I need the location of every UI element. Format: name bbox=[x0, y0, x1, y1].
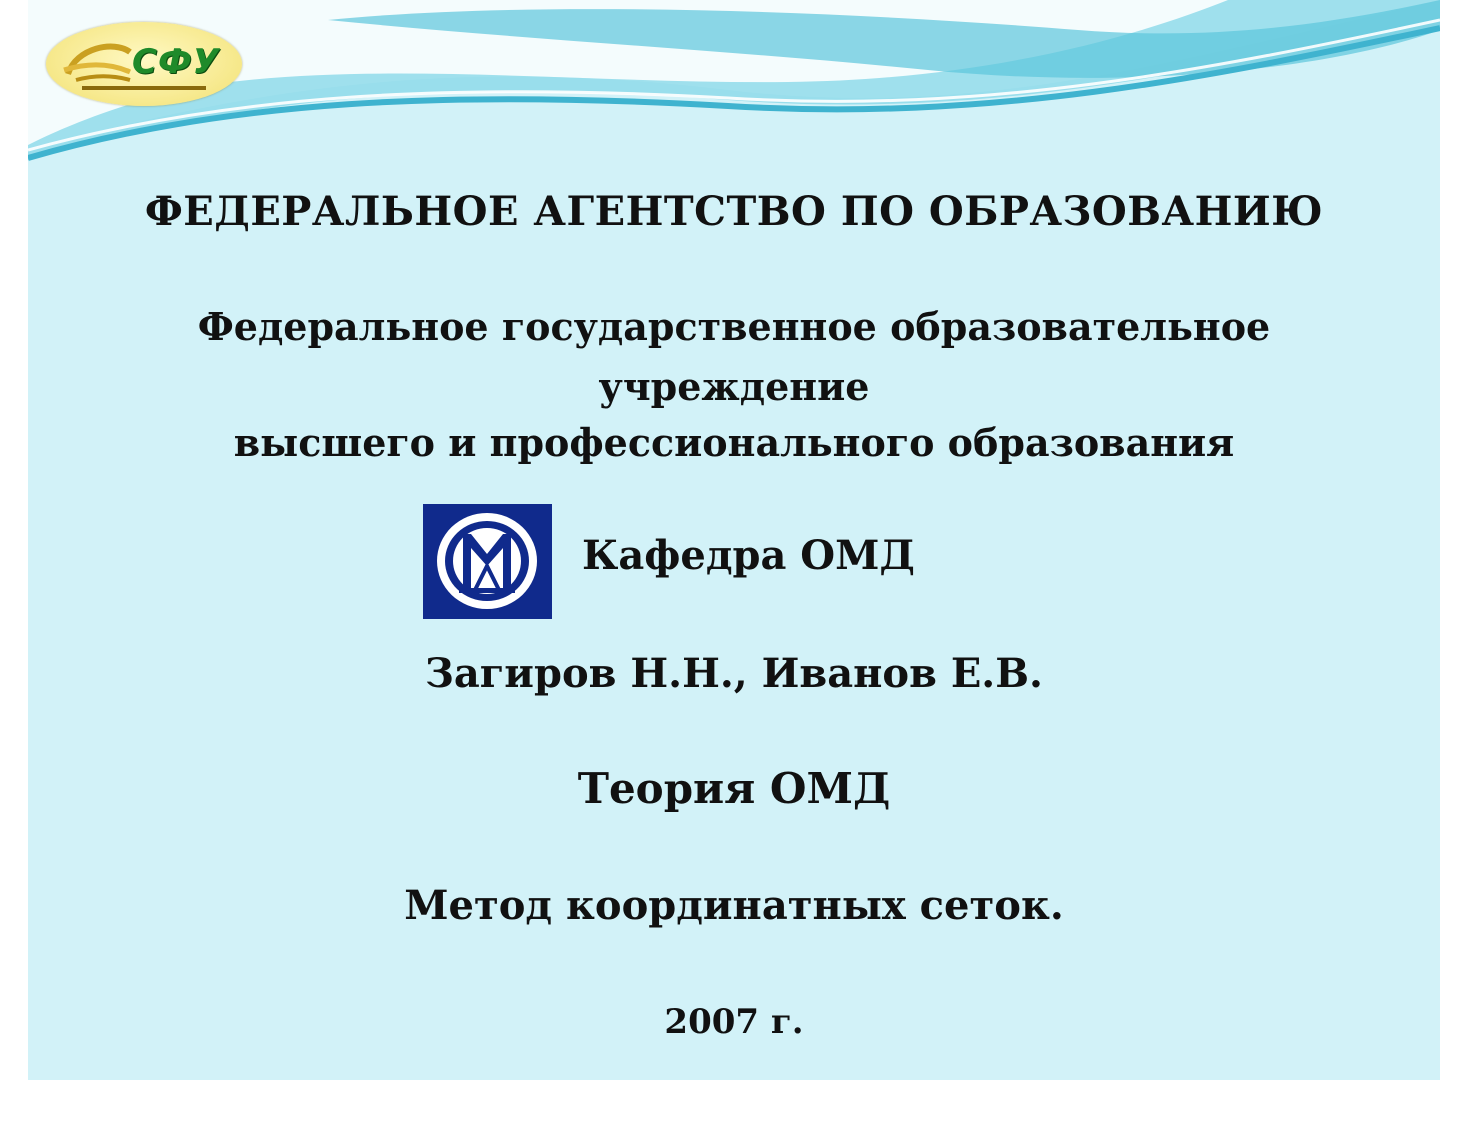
institution-line-3: высшего и профессионального образования bbox=[233, 420, 1235, 465]
topic-title: Метод координатных сеток. bbox=[404, 882, 1064, 929]
department-name: Кафедра ОМД bbox=[582, 532, 915, 579]
sfu-logo-text: СФУ bbox=[132, 42, 220, 82]
year: 2007 г. bbox=[664, 1002, 804, 1042]
subject-title: Теория ОМД bbox=[577, 764, 891, 813]
agency-title: ФЕДЕРАЛЬНОЕ АГЕНТСТВО ПО ОБРАЗОВАНИЮ bbox=[144, 188, 1324, 235]
omd-department-logo bbox=[423, 504, 552, 619]
institution-line-1: Федеральное государственное образовательное bbox=[197, 304, 1271, 349]
omd-department-logo-icon bbox=[423, 504, 552, 619]
institution-line-2: учреждение bbox=[598, 364, 870, 409]
sfu-logo bbox=[46, 22, 242, 106]
authors: Загиров Н.Н., Иванов Е.В. bbox=[425, 650, 1043, 697]
